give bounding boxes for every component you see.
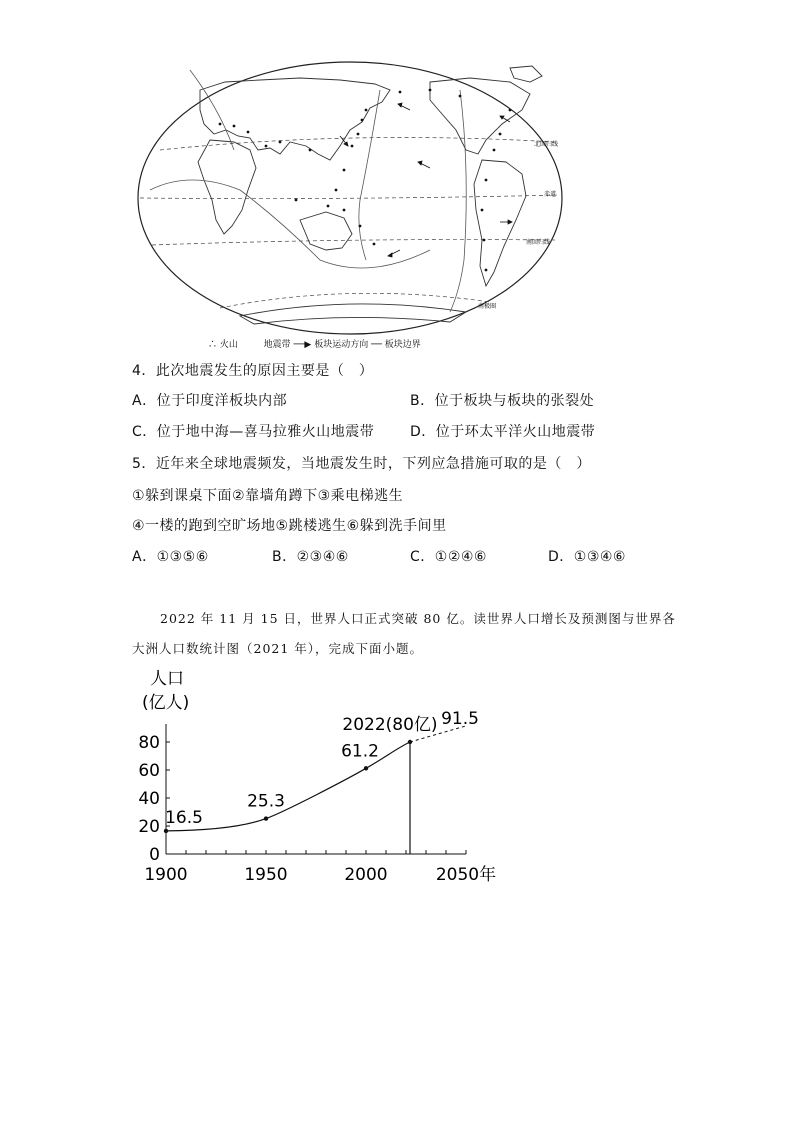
q4-option-b[interactable]: B．位于板块与板块的张裂处 <box>410 393 595 409</box>
data-point <box>264 816 268 820</box>
y-tick-label: 0 <box>149 845 160 865</box>
data-label: 16.5 <box>165 807 203 828</box>
equator-line <box>140 195 560 199</box>
world-map-svg <box>130 50 570 350</box>
data-point <box>364 766 368 770</box>
q4-option-c[interactable]: C．位于地中海—喜马拉雅火山地震带 <box>132 424 375 440</box>
legend-volcano: 火山 <box>219 340 238 350</box>
arrow-icon: ──▶ <box>293 340 312 350</box>
q4-option-a[interactable]: A．位于印度洋板块内部 <box>132 393 288 409</box>
map-label-cancer: 北回归线 <box>534 141 559 148</box>
x-tick-label: 1900 <box>144 865 188 885</box>
y-tick-label: 40 <box>138 789 160 809</box>
north-america-outline <box>430 78 530 154</box>
legend-plate-motion: 板块运动方向 <box>314 340 369 350</box>
map-label-antarctic: 南极圈 <box>478 303 497 310</box>
population-chart <box>130 668 530 888</box>
q5-option-c[interactable]: C．①②④⑥ <box>410 549 487 565</box>
chart-ylabel-line1: 人口 <box>150 669 184 689</box>
intro-line2: 大洲人口数统计图（2021 年），完成下面小题。 <box>132 641 424 656</box>
q5-stem: 5．近年来全球地震频发，当地震发生时，下列应急措施可取的是（ ） <box>132 456 591 472</box>
data-label: 25.3 <box>247 791 285 812</box>
south-america-outline <box>474 160 526 286</box>
y-tick-label: 20 <box>138 817 160 837</box>
q5-option-a[interactable]: A．①③⑤⑥ <box>132 549 209 565</box>
x-tick-label: 1950 <box>244 865 288 885</box>
map-label-equator: 赤道 <box>544 191 557 198</box>
q4-stem: 4．此次地震发生的原因主要是（ ） <box>132 363 374 379</box>
line-icon: ── <box>371 340 382 350</box>
map-label-capricorn: 南回归线 <box>526 239 551 246</box>
continents <box>198 66 542 324</box>
q5-option-d[interactable]: D．①③④⑥ <box>548 549 626 565</box>
projection-label: 91.5 <box>441 708 479 729</box>
legend-plate-boundary: 板块边界 <box>384 340 421 350</box>
volcano-icon: ∴ <box>208 340 218 350</box>
data-point <box>164 829 168 833</box>
data-label: 61.2 <box>341 741 379 762</box>
q5-choices-line1: ①躲到课桌下面②靠墙角蹲下③乘电梯逃生 <box>132 488 404 504</box>
q5-option-b[interactable]: B．②③④⑥ <box>272 549 349 565</box>
boundary-line-2 <box>359 90 380 260</box>
x-tick-label: 2050年 <box>435 865 497 885</box>
y-tick-label: 60 <box>138 761 160 781</box>
legend-quake-belt: 地震带 <box>263 340 291 350</box>
africa-outline <box>198 140 256 234</box>
q4-option-d[interactable]: D．位于环太平洋火山地震带 <box>410 424 596 440</box>
x-tick-label: 2000 <box>344 865 388 885</box>
tropic-of-capricorn-line <box>152 240 555 245</box>
tropic-of-cancer-line <box>160 138 555 151</box>
world-plate-map <box>130 50 570 350</box>
map-legend <box>208 337 421 350</box>
chart-ylabel-line2: (亿人) <box>142 693 190 713</box>
antarctica-outline <box>240 304 466 324</box>
australia-outline <box>300 212 352 250</box>
y-tick-label: 80 <box>138 733 160 753</box>
plate-boundaries <box>150 70 466 312</box>
data-point <box>408 740 412 744</box>
data-label: 2022(80亿) <box>342 715 438 735</box>
q5-choices-line2: ④一楼的跑到空旷场地⑤跳楼逃生⑥躲到洗手间里 <box>132 518 447 534</box>
greenland-outline <box>510 66 542 82</box>
boundary-line-3 <box>450 90 466 312</box>
antarctic-circle-line <box>220 293 490 308</box>
intro-line1: 2022 年 11 月 15 日，世界人口正式突破 80 亿。读世界人口增长及预测图与世界各 <box>160 611 676 626</box>
population-chart-svg <box>130 668 530 888</box>
boundary-line-1 <box>150 180 430 268</box>
